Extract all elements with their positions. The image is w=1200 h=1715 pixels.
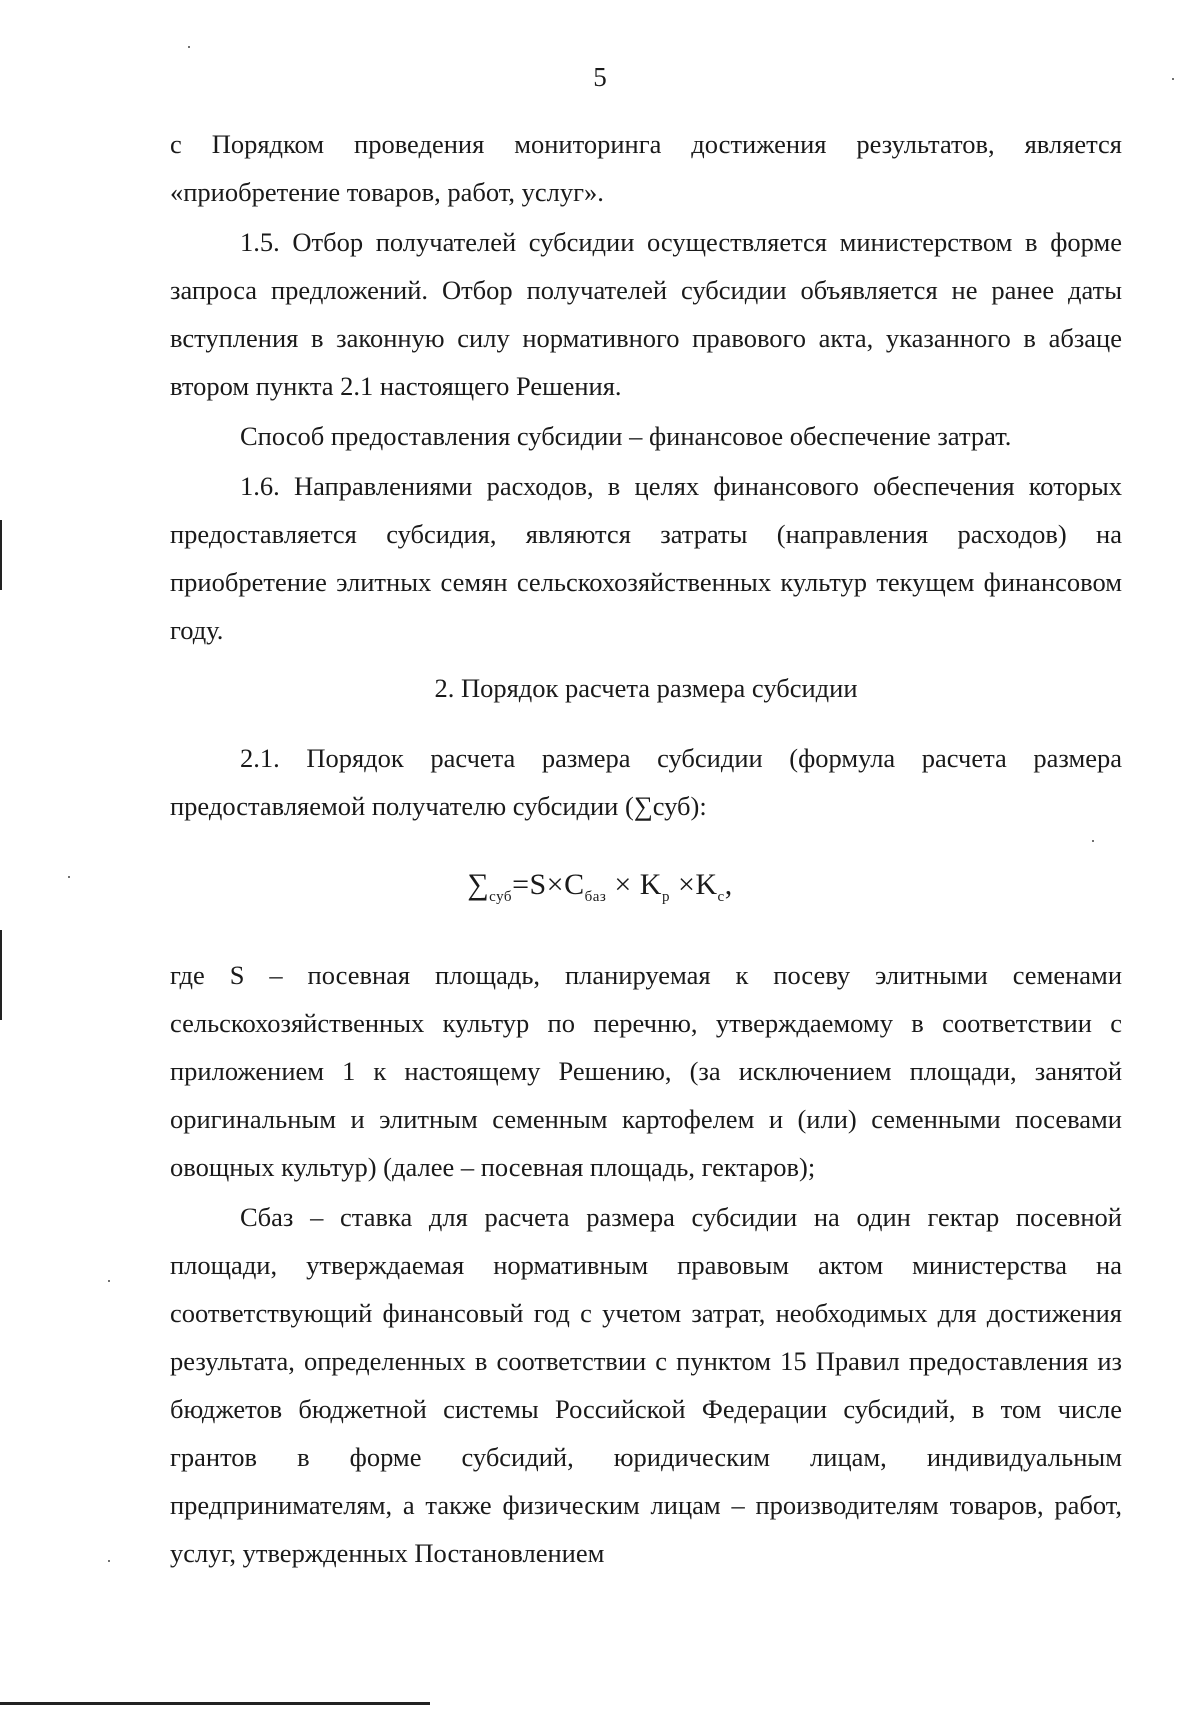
section-heading-block	[170, 664, 1122, 712]
paragraph: с Порядком проведения мониторинга достижения результатов, является «приобретение товаров, работ, услуг».	[170, 129, 1122, 207]
scan-speck	[108, 1280, 110, 1282]
formula-part: × K	[606, 868, 662, 901]
scan-edge-mark	[0, 520, 2, 590]
formula-intro-block	[170, 734, 1122, 830]
page-number: 5	[593, 62, 607, 92]
formula-intro: 2.1. Порядок расчета размера субсидии (формула расчета размера предоставляемой получателю субсидии (∑суб):	[170, 743, 1122, 821]
document-body-bottom	[170, 951, 1122, 1577]
scan-edge-mark	[0, 930, 2, 1020]
subsidy-formula	[0, 868, 1200, 906]
paragraph: 1.5. Отбор получателей субсидии осуществляется министерством в форме запроса предложений. Отбор получателей субсидии объявляется не ранее даты вступления в законную силу нормативного правового акта, указанного в абзаце втором пункта 2.1 настоящего Решения.	[170, 227, 1122, 401]
paragraph: где S – посевная площадь, планируемая к посеву элитными семенами сельскохозяйственных культур по перечню, утверждаемому в соответствии с приложением 1 к настоящему Решению, (за исключением площади, занятой оригинальным и элитным семенным картофелем и (или) семенными посевами овощных культур) (далее – посевная площадь, гектаров);	[170, 960, 1122, 1182]
formula-subscript: р	[661, 889, 670, 905]
scan-speck	[108, 1560, 110, 1562]
scan-speck	[1092, 840, 1094, 842]
formula-part: ×K	[669, 868, 718, 901]
formula-part: ,	[724, 868, 733, 901]
paragraph: Cбаз – ставка для расчета размера субсидии на один гектар посевной площади, утверждаемая нормативным правовым актом министерства на соответствующий финансовый год с учетом затрат, необходимых для достижения результата, определенных в соответствии с пунктом 15 Правил предоставления из бюджетов бюджетной системы Российской Федерации субсидий, в том числе грантов в форме субсидий, юридическим лицам, индивидуальным предпринимателям, а также физическим лицам – производителям товаров, работ, услуг, утвержденных Постановлением	[170, 1202, 1122, 1568]
formula-subscript: баз	[584, 889, 607, 905]
formula-subscript: с	[717, 889, 725, 905]
sum-symbol: ∑	[467, 868, 490, 901]
paragraph: Способ предоставления субсидии – финансовое обеспечение затрат.	[240, 421, 1012, 451]
paragraph: 1.6. Направлениями расходов, в целях финансового обеспечения которых предоставляется субсидия, являются затраты (направления расходов) на приобретение элитных семян сельскохозяйственных культур текущем финансовом году.	[170, 471, 1122, 645]
document-body-top	[170, 120, 1122, 654]
scan-speck	[1172, 78, 1174, 80]
formula-subscript: суб	[489, 889, 513, 905]
scan-speck	[188, 46, 190, 48]
scan-speck	[68, 876, 70, 878]
section-heading: 2. Порядок расчета размера субсидии	[434, 673, 858, 703]
formula-part: =S×C	[512, 868, 585, 901]
scan-bottom-line	[0, 1702, 430, 1705]
